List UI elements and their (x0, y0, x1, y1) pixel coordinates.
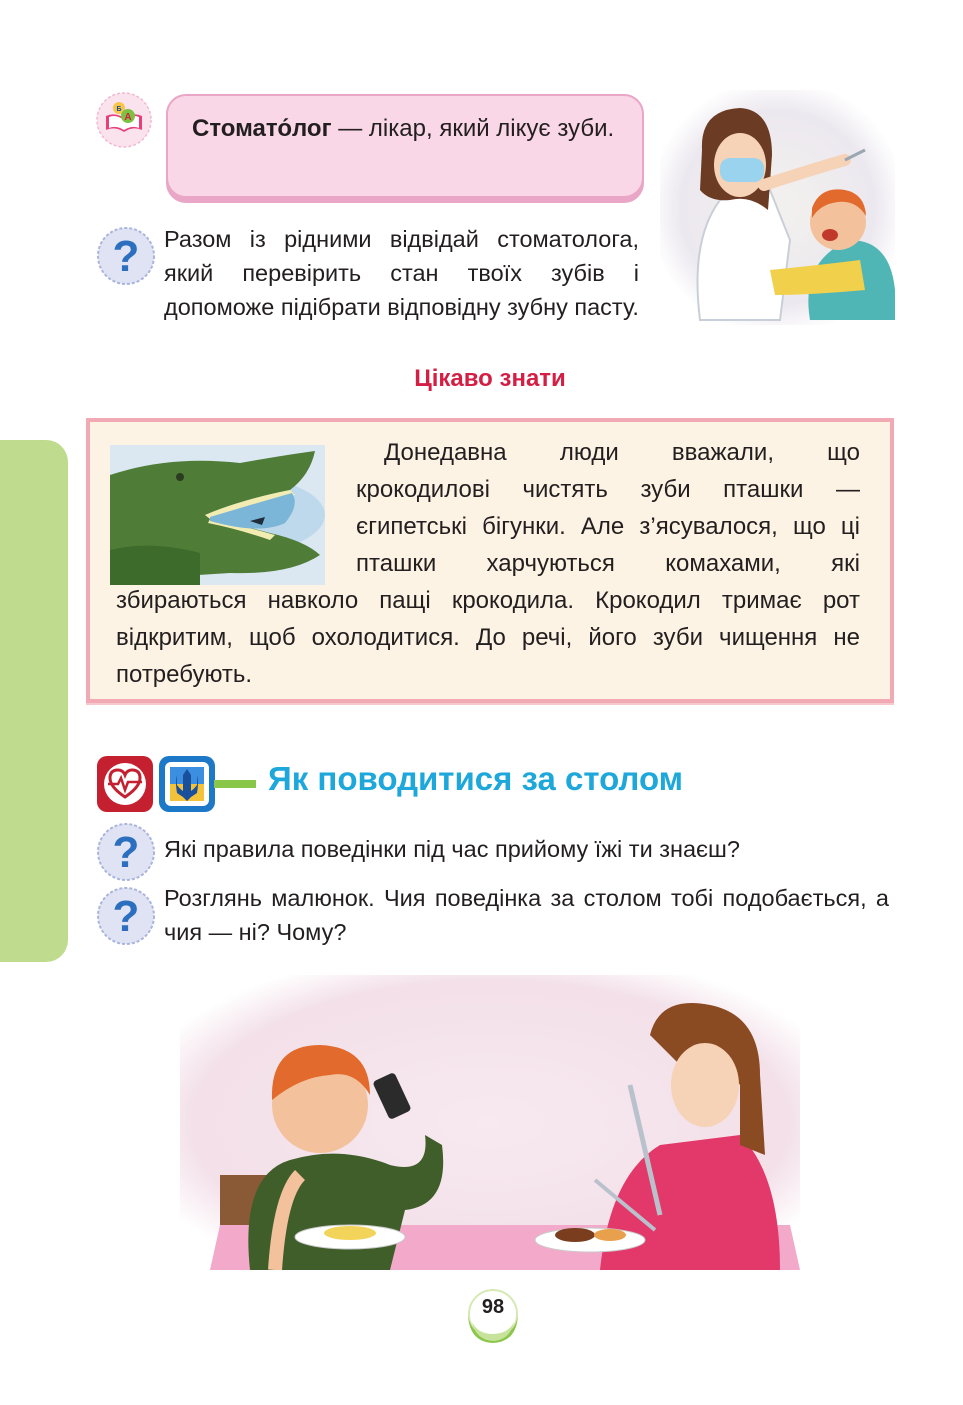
svg-text:Б: Б (116, 106, 122, 113)
svg-text:?: ? (112, 232, 140, 281)
question-icon (96, 822, 156, 882)
ukraine-emblem-icon (158, 755, 216, 813)
side-tab (0, 440, 68, 962)
interesting-facts-title: Цікаво знати (414, 365, 566, 392)
question-icon (96, 226, 156, 286)
question-table-rules: Які правила поведінки під час прийому їжі ти знаєш? (164, 836, 740, 862)
definition-text: — лікар, який лікує зуби. (331, 115, 615, 142)
fact-paragraph: Донедавна люди вважали, що крокодилові чистять зуби пташки — єгипетські бігунки. Але з’ясувалося, що ці пташки харчуються комахами, які збираються навколо пащі крокодила. Крокодил тримає рот відкритим, щоб охолодитися. До речі, його зуби чищення не потребують. (116, 439, 860, 688)
section-bar (214, 780, 256, 788)
book-icon (96, 92, 152, 148)
heart-health-icon (96, 755, 154, 813)
question-icon (96, 886, 156, 946)
svg-text:A: A (124, 112, 132, 123)
section-title: Як поводитися за столом (268, 760, 684, 797)
dentist-illustration (660, 90, 895, 325)
crocodile-illustration-space (116, 434, 356, 582)
table-behavior-illustration (180, 975, 800, 1270)
definition-term: Стомато́лог (192, 115, 332, 142)
page-number: 98 (481, 1296, 505, 1318)
question-look-at-picture: Розглянь малюнок. Чия поведінка за столом тобі подобається, а чия — ні? Чому? (164, 885, 889, 945)
fact-text (116, 434, 860, 693)
svg-text:?: ? (112, 892, 140, 941)
definition-box (166, 94, 644, 198)
question-visit-dentist: Разом із рідними відвідай стоматолога, який перевірить стан твоїх зубів і допоможе підібрати відповідну зубну пасту. (164, 226, 639, 320)
svg-text:?: ? (112, 828, 140, 877)
